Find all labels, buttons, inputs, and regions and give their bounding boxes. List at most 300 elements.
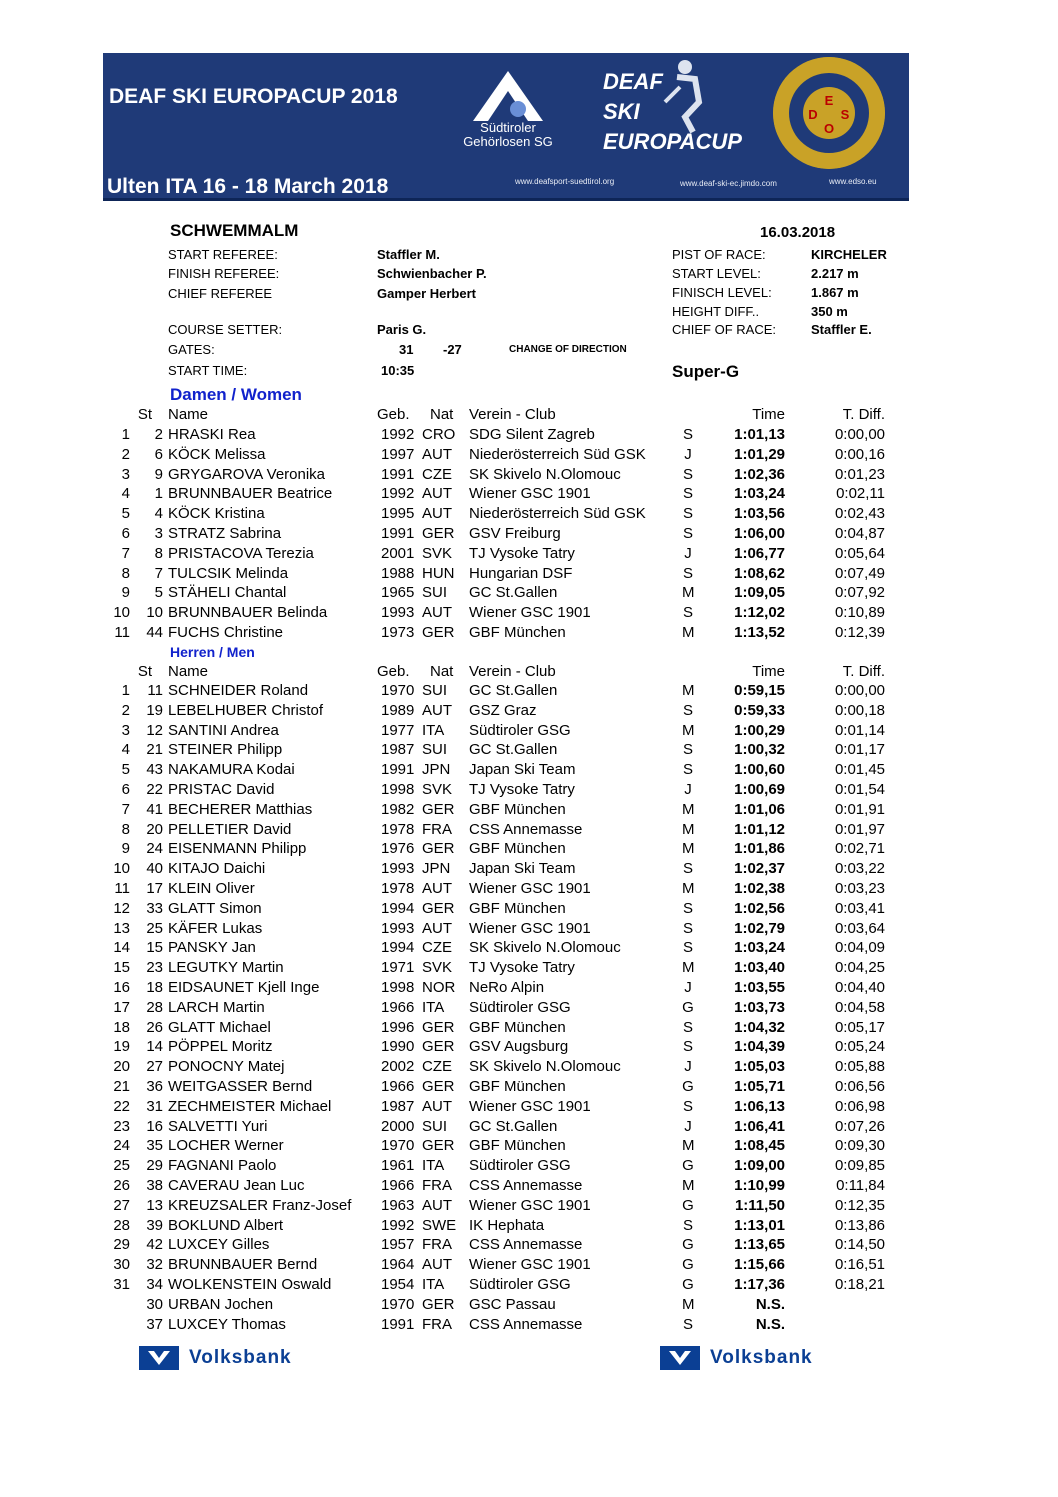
cell-geb: 1976 xyxy=(381,840,415,858)
cell-club: CSS Annemasse xyxy=(469,820,583,838)
result-row xyxy=(0,1137,1058,1157)
change-value: -27 xyxy=(443,342,462,357)
cell-time: 1:01,06 xyxy=(734,800,785,818)
cell-time: 1:13,65 xyxy=(734,1236,785,1254)
cell-geb: 1991 xyxy=(381,1315,415,1333)
cell-cls: S xyxy=(682,1097,693,1115)
cell-name: KÖCK Melissa xyxy=(168,445,266,463)
chief-race-value: Staffler E. xyxy=(811,322,872,337)
cell-st: 8 xyxy=(154,544,163,562)
cell-club: GBF München xyxy=(469,840,566,858)
cell-time: 1:17,36 xyxy=(734,1276,785,1293)
cell-time: 1:06,00 xyxy=(734,525,785,542)
cell-time: 1:09,05 xyxy=(734,584,785,602)
cell-time: 1:00,60 xyxy=(734,761,785,779)
cell-diff: 0:02,71 xyxy=(834,840,885,858)
cell-geb: 1987 xyxy=(381,1097,415,1115)
cell-geb: 1970 xyxy=(381,1137,415,1155)
result-row xyxy=(0,781,1058,801)
pist-value: KIRCHELER xyxy=(811,247,887,262)
cell-name: KÄFER Lukas xyxy=(168,919,263,937)
cell-nat: AUT xyxy=(422,880,452,897)
club-logo-text: Südtiroler Gehörlosen SG xyxy=(463,120,553,149)
cell-club: GBF München xyxy=(469,1078,566,1095)
result-row xyxy=(0,426,1058,446)
cell-nat: GER xyxy=(422,800,455,818)
cell-geb: 1990 xyxy=(381,1038,415,1056)
cell-nat: FRA xyxy=(422,820,452,838)
cell-name: PRISTAC David xyxy=(168,781,275,798)
cell-name: LUXCEY Thomas xyxy=(168,1315,286,1333)
cell-geb: 1994 xyxy=(381,899,415,917)
cell-st: 9 xyxy=(154,465,163,483)
cell-cls: M xyxy=(682,1295,695,1313)
cell-cls: M xyxy=(682,800,695,818)
result-row xyxy=(0,880,1058,900)
result-row xyxy=(0,999,1058,1019)
cell-nat: SVK xyxy=(422,781,453,798)
result-row xyxy=(0,505,1058,525)
cell-rank: 10 xyxy=(113,860,130,878)
cell-rank: 15 xyxy=(113,959,130,977)
cell-club: SDG Silent Zagreb xyxy=(469,426,595,443)
cell-nat: SVK xyxy=(422,959,453,977)
cell-rank: 7 xyxy=(121,544,130,562)
sponsor-name: Volksbank xyxy=(710,1347,813,1368)
cell-club: Niederösterreich Süd GSK xyxy=(469,445,646,463)
cell-cls: G xyxy=(682,1276,694,1293)
cell-club: GBF München xyxy=(469,1137,566,1155)
cell-rank: 28 xyxy=(113,1216,130,1234)
cell-club: GSV Freiburg xyxy=(469,525,561,542)
cell-rank: 1 xyxy=(121,682,130,699)
cell-club: GSV Augsburg xyxy=(469,1038,569,1056)
cell-geb: 1993 xyxy=(381,919,415,937)
cell-rank: 20 xyxy=(113,1058,130,1076)
cell-club: Hungarian DSF xyxy=(469,564,573,582)
cell-diff: 0:10,89 xyxy=(834,604,885,622)
cell-diff: 0:06,56 xyxy=(834,1078,885,1095)
cell-cls: S xyxy=(682,939,693,957)
cell-rank: 3 xyxy=(121,465,130,483)
cell-geb: 2000 xyxy=(381,1117,415,1135)
cell-geb: 1987 xyxy=(381,741,415,759)
race-date: 16.03.2018 xyxy=(760,224,836,241)
column-header-row xyxy=(0,663,1058,683)
cell-club: GC St.Gallen xyxy=(469,682,558,699)
cell-st: 31 xyxy=(146,1097,163,1115)
cell-name: LOCHER Werner xyxy=(168,1137,284,1155)
cell-nat: GER xyxy=(422,1038,455,1056)
cell-club: Wiener GSC 1901 xyxy=(469,919,591,937)
cell-name: STRATZ Sabrina xyxy=(168,525,282,542)
cell-geb: 1970 xyxy=(381,1295,415,1313)
result-row xyxy=(0,860,1058,880)
cell-nat: AUT xyxy=(422,1256,452,1274)
result-row xyxy=(0,1256,1058,1276)
pist-label: PIST OF RACE: xyxy=(672,247,766,262)
cell-nat: AUT xyxy=(422,701,452,719)
cell-cls: S xyxy=(682,564,693,582)
url-edso[interactable]: www.edso.eu xyxy=(829,177,877,186)
cell-diff: 0:00,00 xyxy=(834,682,885,699)
result-row xyxy=(0,446,1058,466)
cell-time: 0:59,15 xyxy=(734,682,785,699)
cell-nat: CZE xyxy=(422,1058,452,1076)
cell-st: 16 xyxy=(146,1117,163,1135)
cell-time: N.S. xyxy=(755,1295,785,1313)
cell-diff: 0:07,92 xyxy=(834,584,885,602)
cell-nat: AUT xyxy=(422,919,452,937)
cell-cls: M xyxy=(682,682,695,699)
cell-nat: JPN xyxy=(422,860,451,878)
cell-time: 1:02,79 xyxy=(734,919,785,937)
cell-club: GBF München xyxy=(469,800,566,818)
cell-diff: 0:01,91 xyxy=(834,800,885,818)
height-diff-label: HEIGHT DIFF.. xyxy=(672,304,760,319)
cell-name: TULCSIK Melinda xyxy=(168,564,289,582)
cell-time: 1:01,86 xyxy=(734,840,785,858)
cell-name: PANSKY Jan xyxy=(168,939,256,957)
cell-st: 19 xyxy=(146,701,163,719)
course-setter-value: Paris G. xyxy=(377,322,427,337)
cell-nat: SUI xyxy=(422,741,448,759)
cell-rank: 29 xyxy=(113,1236,130,1254)
cell-diff: 0:03,23 xyxy=(834,880,885,897)
cell-name: BOKLUND Albert xyxy=(168,1216,284,1234)
cell-time: 1:02,38 xyxy=(734,880,785,897)
cell-time: 1:06,41 xyxy=(734,1117,785,1135)
cell-rank: 27 xyxy=(113,1196,130,1214)
discipline: Super-G xyxy=(672,362,740,381)
cell-time: 1:02,56 xyxy=(734,899,785,917)
sponsor-left xyxy=(139,1345,292,1371)
cell-time: 1:01,29 xyxy=(734,445,785,463)
cell-geb: 1964 xyxy=(381,1256,415,1274)
cell-st: 24 xyxy=(146,840,163,858)
cell-cls: J xyxy=(684,979,692,996)
cell-name: LUXCEY Gilles xyxy=(168,1236,270,1254)
cell-time: 1:00,29 xyxy=(734,721,785,739)
cell-nat: JPN xyxy=(422,761,451,779)
cell-cls: S xyxy=(682,899,693,917)
cell-club: GC St.Gallen xyxy=(469,1117,558,1135)
cell-st: 22 xyxy=(146,781,163,798)
finish-referee-label: FINISH REFEREE: xyxy=(168,266,280,281)
section-title-women: Damen / Women xyxy=(170,385,302,404)
cell-nat: CRO xyxy=(422,426,456,443)
cell-name: HRASKI Rea xyxy=(168,426,256,443)
cell-rank: 7 xyxy=(121,800,130,818)
cell-diff: 0:01,14 xyxy=(834,721,885,739)
cell-cls: S xyxy=(682,1315,693,1333)
cell-nat: GER xyxy=(422,624,455,641)
change-label: CHANGE OF DIRECTION xyxy=(509,344,627,355)
cell-cls: S xyxy=(682,919,693,937)
cell-cls: S xyxy=(682,1038,693,1056)
cell-geb: 1991 xyxy=(381,761,415,779)
cell-nat: GER xyxy=(422,1078,455,1095)
cell-rank: 23 xyxy=(113,1117,130,1135)
section-title-men: Herren / Men xyxy=(170,644,255,660)
cell-rank: 8 xyxy=(121,820,130,838)
cell-rank: 18 xyxy=(113,1018,130,1036)
cell-diff: 0:03,64 xyxy=(834,919,885,937)
cell-name: GLATT Simon xyxy=(168,899,262,917)
cell-st: 34 xyxy=(146,1276,163,1293)
cell-cls: J xyxy=(684,1058,692,1076)
result-row xyxy=(0,604,1058,624)
cell-st: 1 xyxy=(154,485,163,503)
cell-time: 1:05,71 xyxy=(734,1078,785,1095)
cell-club: GC St.Gallen xyxy=(469,584,558,602)
cell-geb: 1963 xyxy=(381,1196,415,1214)
cell-club: Niederösterreich Süd GSK xyxy=(469,505,646,523)
cell-name: KLEIN Oliver xyxy=(168,880,255,897)
cell-st: 29 xyxy=(146,1157,163,1175)
url-deafski[interactable]: www.deaf-ski-ec.jimdo.com xyxy=(680,179,777,188)
cell-time: 1:03,55 xyxy=(734,979,785,996)
result-row xyxy=(0,525,1058,545)
venue-title: SCHWEMMALM xyxy=(170,221,299,240)
cell-diff: 0:02,11 xyxy=(836,485,885,503)
result-row xyxy=(0,1038,1058,1058)
cell-rank: 31 xyxy=(113,1276,130,1293)
cell-club: CSS Annemasse xyxy=(469,1236,583,1254)
cell-club: CSS Annemasse xyxy=(469,1177,583,1194)
svg-text:S: S xyxy=(840,107,850,122)
cell-rank: 1 xyxy=(121,426,130,443)
cell-cls: M xyxy=(682,880,695,897)
cell-st: 37 xyxy=(146,1315,163,1333)
cell-nat: ITA xyxy=(422,1276,445,1293)
cell-club: GSC Passau xyxy=(469,1295,556,1313)
cell-cls: J xyxy=(684,445,692,463)
cell-name: LEGUTKY Martin xyxy=(168,959,284,977)
result-row xyxy=(0,979,1058,999)
result-row xyxy=(0,1197,1058,1217)
cell-st: 39 xyxy=(146,1216,163,1234)
cell-geb: 1970 xyxy=(381,682,415,699)
cell-time: 1:10,99 xyxy=(734,1177,785,1194)
cell-time: 1:13,52 xyxy=(734,624,785,641)
col-geb-header: Geb. xyxy=(377,406,410,423)
cell-geb: 1978 xyxy=(381,880,415,897)
cell-time: 1:03,24 xyxy=(734,939,785,957)
cell-st: 40 xyxy=(146,860,163,878)
cell-nat: ITA xyxy=(422,1157,445,1175)
cell-name: GRYGAROVA Veronika xyxy=(168,465,326,483)
cell-club: Südtiroler GSG xyxy=(469,998,571,1016)
cell-st: 23 xyxy=(146,959,163,977)
cell-time: 1:09,00 xyxy=(734,1157,785,1175)
cell-rank: 25 xyxy=(113,1157,130,1175)
cell-diff: 0:01,17 xyxy=(834,741,885,759)
sponsor-right xyxy=(660,1345,813,1371)
cell-geb: 1993 xyxy=(381,860,415,878)
cell-geb: 1966 xyxy=(381,998,415,1016)
cell-diff: 0:13,86 xyxy=(834,1216,885,1234)
cell-geb: 1965 xyxy=(381,584,415,602)
cell-geb: 1973 xyxy=(381,624,415,641)
cell-geb: 1966 xyxy=(381,1177,415,1194)
cell-time: 1:08,45 xyxy=(734,1137,785,1155)
col-nat-header: Nat xyxy=(430,663,454,680)
cell-club: SK Skivelo N.Olomouc xyxy=(469,465,621,483)
cell-st: 30 xyxy=(146,1295,163,1313)
cell-st: 27 xyxy=(146,1058,163,1076)
col-geb-header: Geb. xyxy=(377,663,410,680)
cell-diff: 0:03,22 xyxy=(834,860,885,878)
cell-name: PELLETIER David xyxy=(168,820,292,838)
cell-nat: CZE xyxy=(422,939,452,957)
cell-st: 18 xyxy=(146,979,163,996)
cell-rank: 10 xyxy=(113,604,130,622)
cell-diff: 0:07,26 xyxy=(834,1117,885,1135)
cell-geb: 1978 xyxy=(381,820,415,838)
cell-geb: 1957 xyxy=(381,1236,415,1254)
cell-st: 44 xyxy=(146,624,163,641)
cell-name: SCHNEIDER Roland xyxy=(168,682,309,699)
cell-geb: 1993 xyxy=(381,604,415,622)
cell-geb: 2001 xyxy=(381,544,415,562)
cell-diff: 0:01,54 xyxy=(834,781,885,798)
cell-name: ZECHMEISTER Michael xyxy=(168,1097,332,1115)
cell-rank: 12 xyxy=(113,899,130,917)
cell-diff: 0:07,49 xyxy=(834,564,885,582)
result-row xyxy=(0,722,1058,742)
cell-diff: 0:01,23 xyxy=(834,465,885,483)
cell-rank: 14 xyxy=(113,939,130,957)
cell-club: GC St.Gallen xyxy=(469,741,558,759)
chief-race-label: CHIEF OF RACE: xyxy=(672,322,777,337)
cell-club: GBF München xyxy=(469,1018,566,1036)
result-row xyxy=(0,1019,1058,1039)
cell-cls: S xyxy=(682,1018,693,1036)
cell-st: 33 xyxy=(146,899,163,917)
result-row xyxy=(0,466,1058,486)
cell-nat: GER xyxy=(422,1295,455,1313)
result-row xyxy=(0,1217,1058,1237)
cell-nat: GER xyxy=(422,1137,455,1155)
cell-geb: 1961 xyxy=(381,1157,415,1175)
chief-referee-value: Gamper Herbert xyxy=(377,286,476,301)
cell-time: 1:00,69 xyxy=(734,781,785,798)
cell-st: 26 xyxy=(146,1018,163,1036)
result-row xyxy=(0,1058,1058,1078)
svg-text:O: O xyxy=(823,121,835,136)
start-level-label: START LEVEL: xyxy=(672,266,761,281)
result-row xyxy=(0,682,1058,702)
col-st-header: St xyxy=(137,406,152,423)
cell-time: 1:02,36 xyxy=(734,465,785,483)
cell-nat: SUI xyxy=(422,1117,448,1135)
cell-st: 20 xyxy=(146,820,163,838)
start-referee-value: Staffler M. xyxy=(377,247,440,262)
result-row xyxy=(0,801,1058,821)
cell-diff: 0:01,45 xyxy=(834,761,885,779)
cell-geb: 1992 xyxy=(381,485,415,503)
cell-club: Wiener GSC 1901 xyxy=(469,1256,591,1274)
cell-geb: 1988 xyxy=(381,564,415,582)
cell-st: 35 xyxy=(146,1137,163,1155)
cell-nat: SVK xyxy=(422,544,453,562)
cell-time: 1:08,62 xyxy=(734,564,785,582)
cell-rank: 26 xyxy=(113,1177,130,1194)
cell-name: STÄHELI Chantal xyxy=(168,584,287,602)
event-title: DEAF SKI EUROPACUP 2018 xyxy=(109,85,398,108)
cell-nat: ITA xyxy=(422,721,445,739)
col-nat-header: Nat xyxy=(430,406,454,423)
cell-cls: G xyxy=(682,1078,694,1095)
url-deafsport[interactable]: www.deafsport-suedtirol.org xyxy=(515,177,615,186)
cell-time: 1:00,32 xyxy=(734,741,785,759)
cell-club: CSS Annemasse xyxy=(469,1315,583,1333)
cell-rank: 21 xyxy=(113,1078,130,1095)
cell-club: Japan Ski Team xyxy=(469,860,576,878)
cell-diff: 0:14,50 xyxy=(834,1236,885,1254)
cell-name: SANTINI Andrea xyxy=(168,721,279,739)
cell-cls: M xyxy=(682,1137,695,1155)
cell-geb: 1996 xyxy=(381,1018,415,1036)
result-row xyxy=(0,761,1058,781)
cell-club: Südtiroler GSG xyxy=(469,1276,571,1293)
cell-diff: 0:04,87 xyxy=(834,525,885,542)
cell-cls: J xyxy=(684,1117,692,1135)
cell-club: NeRo Alpin xyxy=(469,979,545,996)
cell-cls: S xyxy=(682,485,693,503)
cell-st: 41 xyxy=(146,800,163,818)
cell-diff: 0:12,39 xyxy=(834,624,885,641)
result-row xyxy=(0,1276,1058,1296)
cell-st: 14 xyxy=(146,1038,163,1056)
cell-cls: J xyxy=(684,781,692,798)
result-row xyxy=(0,565,1058,585)
cell-nat: FRA xyxy=(422,1315,452,1333)
cell-diff: 0:06,98 xyxy=(834,1097,885,1115)
chief-referee-label: CHIEF REFEREE xyxy=(168,286,273,301)
cell-nat: FRA xyxy=(422,1177,452,1194)
cell-geb: 1992 xyxy=(381,1216,415,1234)
cell-nat: AUT xyxy=(422,1196,452,1214)
cell-geb: 1991 xyxy=(381,465,415,483)
start-referee-label: START REFEREE: xyxy=(168,247,278,262)
cell-rank: 30 xyxy=(113,1256,130,1274)
cell-nat: AUT xyxy=(422,485,452,503)
cell-rank: 17 xyxy=(113,998,130,1016)
cell-rank: 5 xyxy=(121,761,130,779)
cell-club: TJ Vysoke Tatry xyxy=(469,544,575,562)
cell-name: STEINER Philipp xyxy=(168,741,283,759)
cell-geb: 1971 xyxy=(381,959,415,977)
cell-diff: 0:16,51 xyxy=(834,1256,885,1274)
cell-geb: 2002 xyxy=(381,1058,415,1076)
cell-diff: 0:04,25 xyxy=(834,959,885,977)
cell-cls: S xyxy=(682,701,693,719)
result-row xyxy=(0,702,1058,722)
cell-time: 1:15,66 xyxy=(734,1256,785,1274)
cell-geb: 1989 xyxy=(381,701,415,719)
cell-st: 42 xyxy=(146,1236,163,1254)
result-row xyxy=(0,624,1058,644)
cell-club: SK Skivelo N.Olomouc xyxy=(469,939,621,957)
cell-st: 28 xyxy=(146,998,163,1016)
cell-diff: 0:04,40 xyxy=(834,979,885,996)
cell-name: NAKAMURA Kodai xyxy=(168,761,295,779)
cell-club: Südtiroler GSG xyxy=(469,721,571,739)
cell-rank: 9 xyxy=(121,840,130,858)
finish-level-value: 1.867 m xyxy=(811,285,859,300)
